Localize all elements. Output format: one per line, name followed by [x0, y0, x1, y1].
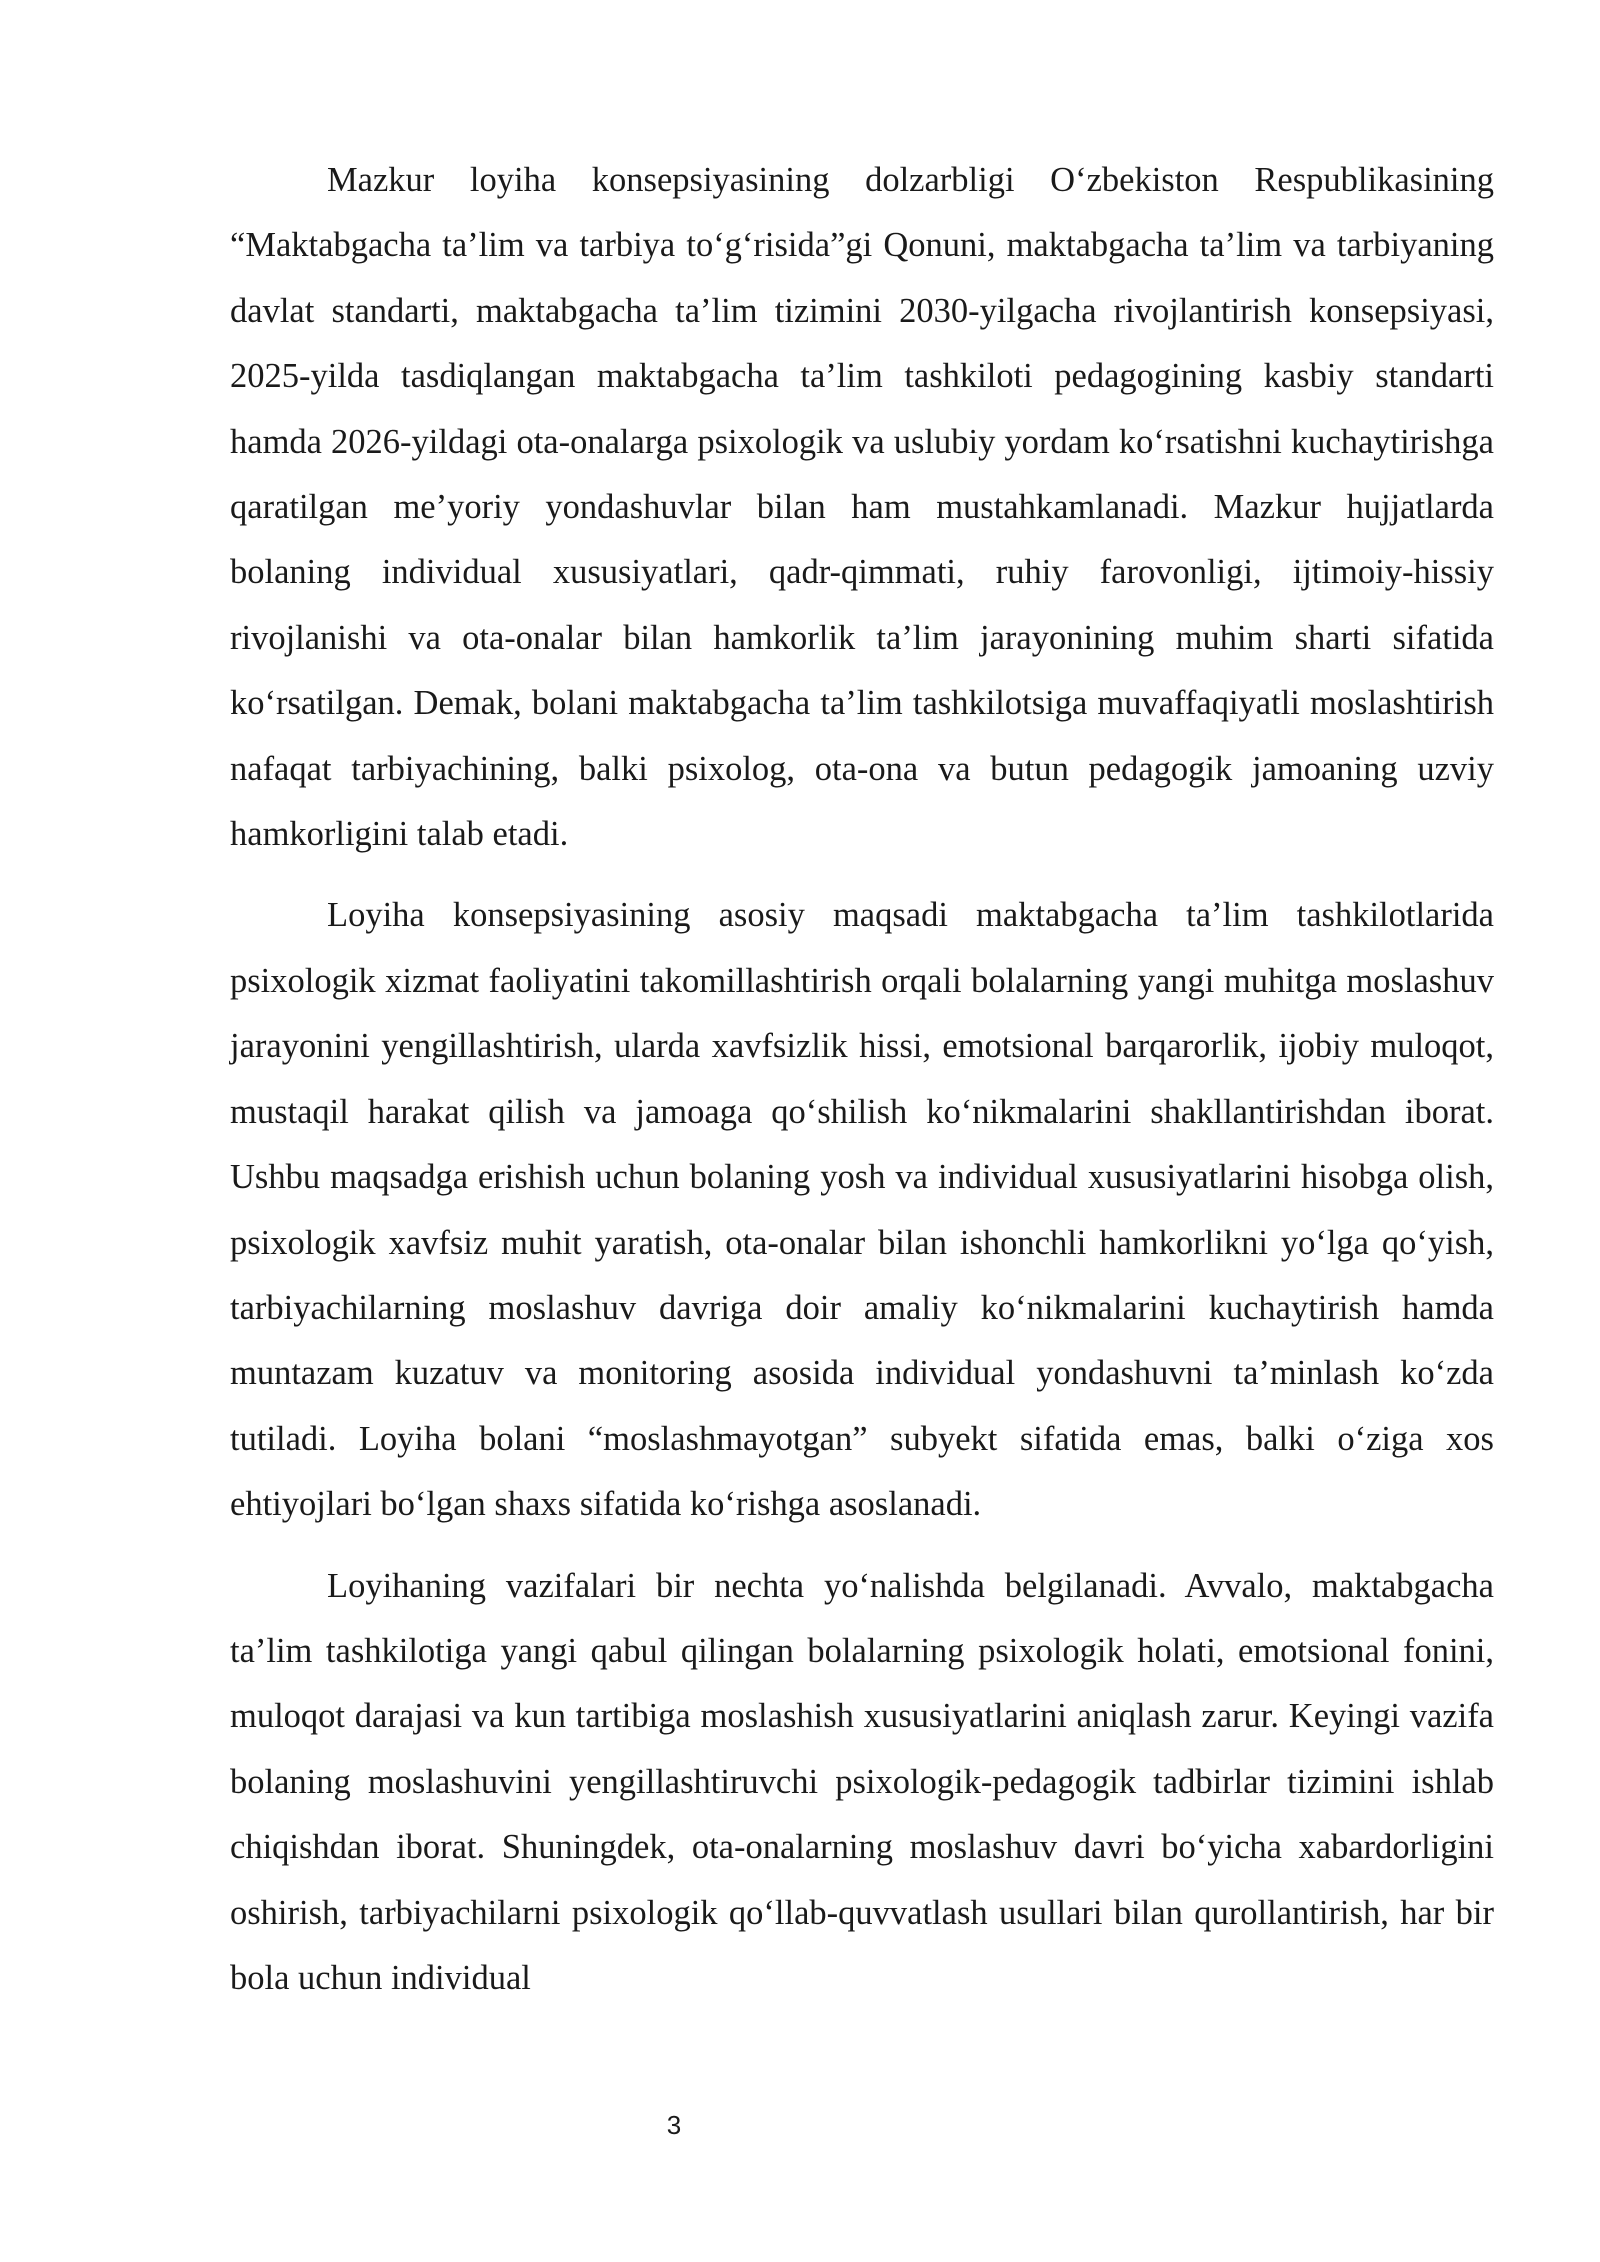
body-text	[230, 148, 1494, 2027]
paragraph-relevance: Mazkur loyiha konsepsiyasining dolzarbligi O‘zbekiston Respublikasining “Maktabgacha ta’lim va tarbiya to‘g‘risida”gi Qonuni, maktabgacha ta’lim va tarbiyaning davlat standarti, maktabgacha ta’lim tizimini 2030-yilgacha rivojlantirish konsepsiyasi, 2025-yilda tasdiqlangan maktabgacha ta’lim tashkiloti pedagogining kasbiy standarti hamda 2026-yildagi ota-onalarga psixologik va uslubiy yordam ko‘rsatishni kuchaytirishga qaratilgan me’yoriy yondashuvlar bilan ham mustahkamlanadi. Mazkur hujjatlarda bolaning individual xususiyatlari, qadr-qimmati, ruhiy farovonligi, ijtimoiy-hissiy rivojlanishi va ota-onalar bilan hamkorlik ta’lim jarayonining muhim sharti sifatida ko‘rsatilgan. Demak, bolani maktabgacha ta’lim tashkilotsiga muvaffaqiyatli moslashtirish nafaqat tarbiyachining, balki psixolog, ota-ona va butun pedagogik jamoaning uzviy hamkorligini talab etadi.	[230, 161, 1494, 854]
paragraph-goal: Loyiha konsepsiyasining asosiy maqsadi maktabgacha ta’lim tashkilotlarida psixologik xizmat faoliyatini takomillashtirish orqali bolalarning yangi muhitga moslashuv jarayonini yengillashtirish, ularda xavfsizlik hissi, emotsional barqarorlik, ijobiy muloqot, mustaqil harakat qilish va jamoaga qo‘shilish ko‘nikmalarini shakllantirishdan iborat. Ushbu maqsadga erishish uchun bolaning yosh va individual xususiyatlarini hisobga olish, psixologik xavfsiz muhit yaratish, ota-onalar bilan ishonchli hamkorlikni yo‘lga qo‘yish, tarbiyachilarning moslashuv davriga doir amaliy ko‘nikmalarini kuchaytirish hamda muntazam kuzatuv va monitoring asosida individual yondashuvni ta’minlash ko‘zda tutiladi. Loyiha bolani “moslashmayotgan” subyekt sifatida emas, balki o‘ziga xos ehtiyojlari bo‘lgan shaxs sifatida ko‘rishga asoslanadi.	[230, 896, 1494, 1524]
paragraph-tasks: Loyihaning vazifalari bir nechta yo‘nalishda belgilanadi. Avvalo, maktabgacha ta’lim tashkilotiga yangi qabul qilingan bolalarning psixologik holati, emotsional fonini, muloqot darajasi va kun tartibiga moslashish xususiyatlarini aniqlash zarur. Keyingi vazifa bolaning moslashuvini yengillashtiruvchi psixologik-pedagogik tadbirlar tizimini ishlab chiqishdan iborat. Shuningdek, ota-onalarning moslashuv davri bo‘yicha xabardorligini oshirish, tarbiyachilarni psixologik qo‘llab-quvvatlash usullari bilan qurollantirish, har bir bola uchun individual	[230, 1566, 1494, 1997]
page-number: 3	[666, 2110, 682, 2140]
